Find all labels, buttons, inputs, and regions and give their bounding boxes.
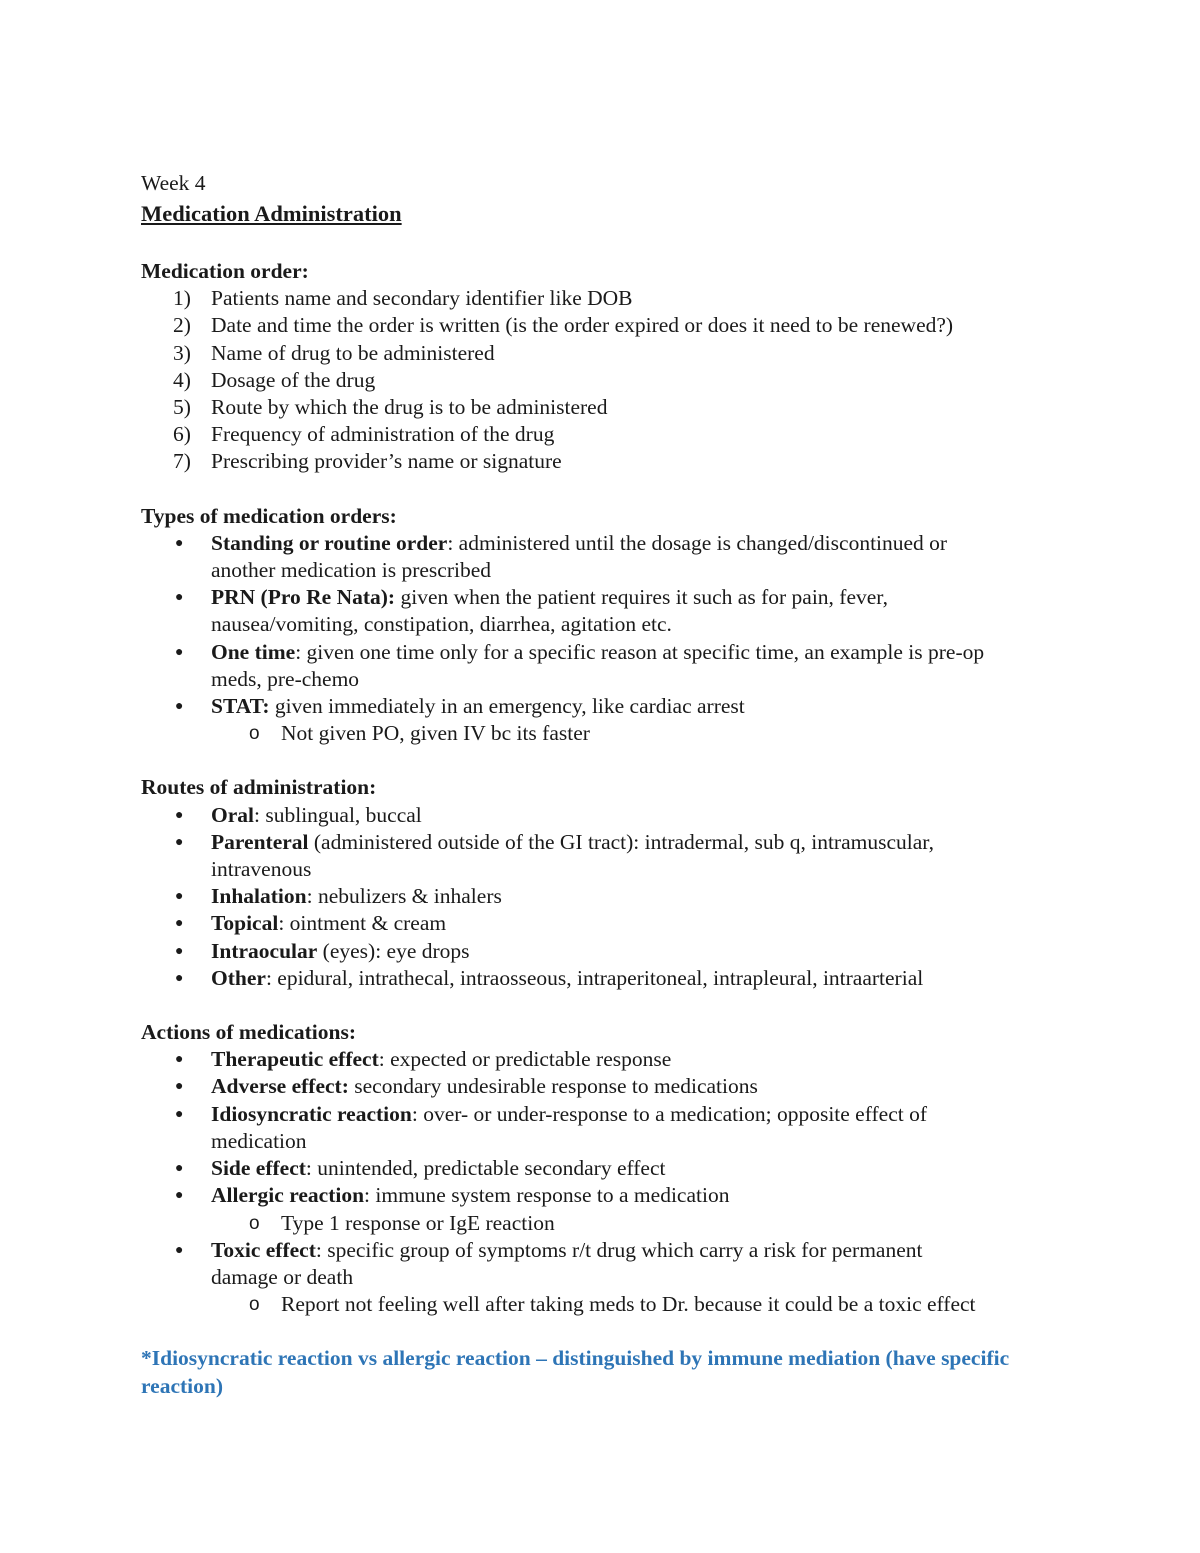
bullet-icon: ● (175, 1242, 184, 1258)
bullet-text: : specific group of symptoms r/t drug which carry a risk for permanent (315, 1237, 923, 1262)
list-number: 7) (173, 449, 191, 474)
bullet-item (141, 530, 1071, 584)
bullet-icon: ● (175, 1079, 184, 1095)
bullet-term: PRN (Pro Re Nata): (211, 585, 396, 610)
bullet-item (141, 829, 1071, 883)
bullet-item (141, 910, 1071, 937)
bullet-text: : over- or under-response to a medication; opposite effect of (411, 1101, 928, 1126)
list-number: 1) (173, 286, 191, 311)
bullet-term: Inhalation (211, 884, 307, 909)
bullet-item (141, 584, 1071, 638)
actions-list (141, 1046, 1071, 1318)
bullet-icon: ● (175, 807, 184, 823)
list-number: 2) (173, 313, 191, 338)
bullet-text: given immediately in an emergency, like cardiac arrest (269, 694, 745, 719)
bullet-line (211, 1182, 1071, 1209)
bullet-term: Therapeutic effect (211, 1047, 379, 1072)
bullet-item (141, 938, 1071, 965)
bullet-text: : nebulizers & inhalers (306, 884, 502, 909)
bullet-continuation: meds, pre-chemo (211, 666, 360, 691)
bullet-line (211, 883, 1071, 910)
list-item-text: Route by which the drug is to be administered (211, 395, 608, 420)
bullet-icon: ● (175, 1052, 184, 1068)
section-heading: Routes of administration: (141, 775, 377, 800)
bullet-term: Idiosyncratic reaction (211, 1101, 412, 1126)
bullet-item (141, 965, 1071, 992)
bullet-text: secondary undesirable response to medications (348, 1074, 758, 1099)
bullet-text: : ointment & cream (278, 911, 447, 936)
list-item-text: Dosage of the drug (211, 367, 376, 392)
bullet-icon: ● (175, 889, 184, 905)
list-item (141, 367, 1071, 394)
bullet-line (211, 1101, 1071, 1128)
bullet-icon: ● (175, 1188, 184, 1204)
bullet-term: Topical (211, 911, 279, 936)
section-routes (141, 774, 1071, 992)
list-number: 6) (173, 422, 191, 447)
bullet-continuation: another medication is prescribed (211, 558, 491, 583)
sub-bullet-text: Report not feeling well after taking meds to Dr. because it could be a toxic effect (281, 1292, 976, 1317)
bullet-term: Adverse effect: (211, 1074, 349, 1099)
list-item-text: Name of drug to be administered (211, 340, 495, 365)
sub-bullet-item (141, 1291, 1071, 1318)
bullet-icon: ● (175, 943, 184, 959)
bullet-item (141, 693, 1071, 720)
bullet-item (141, 1182, 1071, 1209)
list-item (141, 285, 1071, 312)
bullet-term: Side effect (211, 1156, 306, 1181)
bullet-line (211, 1073, 1071, 1100)
bullet-line (211, 1046, 1071, 1073)
bullet-text: : unintended, predictable secondary effect (305, 1156, 666, 1181)
bullet-item (141, 883, 1071, 910)
bullet-term: One time (211, 639, 296, 664)
sub-bullet-item (141, 720, 1071, 747)
bullet-line (211, 1155, 1071, 1182)
routes-list (141, 802, 1071, 992)
bullet-term: Intraocular (211, 938, 318, 963)
list-item (141, 394, 1071, 421)
section-actions (141, 1019, 1071, 1318)
bullet-line (211, 965, 1071, 992)
bullet-continuation: nausea/vomiting, constipation, diarrhea, agitation etc. (211, 612, 672, 637)
bullet-text: : immune system response to a medication (364, 1183, 730, 1208)
sub-bullet-icon: o (249, 723, 260, 745)
bullet-line (211, 530, 1071, 557)
bullet-continuation: damage or death (211, 1264, 354, 1289)
bullet-item (141, 802, 1071, 829)
page-title: Medication Administration (141, 201, 402, 226)
sub-bullet-text: Type 1 response or IgE reaction (281, 1210, 555, 1235)
bullet-item (141, 1101, 1071, 1155)
types-list (141, 530, 1071, 748)
order-list (141, 285, 1071, 475)
list-item (141, 421, 1071, 448)
list-item (141, 340, 1071, 367)
bullet-line (211, 910, 1071, 937)
bullet-line (211, 639, 1071, 666)
section-heading: Actions of medications: (141, 1020, 356, 1045)
list-item (141, 312, 1071, 339)
list-number: 5) (173, 395, 191, 420)
bullet-text: : epidural, intrathecal, intraosseous, intraperitoneal, intrapleural, intraarterial (265, 965, 924, 990)
section-heading: Types of medication orders: (141, 503, 397, 528)
bullet-item (141, 1046, 1071, 1073)
bullet-icon: ● (175, 590, 184, 606)
bullet-term: Allergic reaction (211, 1183, 365, 1208)
list-item-text: Patients name and secondary identifier like DOB (211, 286, 633, 311)
list-item-text: Frequency of administration of the drug (211, 422, 555, 447)
bullet-text: given when the patient requires it such as for pain, fever, (395, 585, 888, 610)
sub-bullet-item (141, 1210, 1071, 1237)
list-number: 4) (173, 367, 191, 392)
bullet-line (211, 802, 1071, 829)
bullet-continuation: medication (211, 1128, 307, 1153)
list-item-text: Date and time the order is written (is the order expired or does it need to be renewed?) (211, 313, 954, 338)
bullet-icon: ● (175, 644, 184, 660)
bullet-line (211, 584, 1071, 611)
sub-bullet-icon: o (249, 1294, 260, 1316)
section-order-types (141, 503, 1071, 748)
bullet-line (211, 1237, 1071, 1264)
sub-bullet-icon: o (249, 1212, 260, 1234)
bullet-item (141, 1155, 1071, 1182)
list-item-text: Prescribing provider’s name or signature (211, 449, 562, 474)
highlighted-note: *Idiosyncratic reaction vs allergic reaction – distinguished by immune mediation (have specific reaction) (141, 1346, 1010, 1398)
bullet-term: STAT: (211, 694, 270, 719)
section-medication-order (141, 258, 1071, 476)
bullet-item (141, 1073, 1071, 1100)
bullet-line (211, 693, 1071, 720)
bullet-term: Other (211, 965, 266, 990)
bullet-text: (eyes): eye drops (317, 938, 470, 963)
bullet-line (211, 829, 1071, 856)
bullet-term: Toxic effect (211, 1237, 316, 1262)
bullet-line (211, 938, 1071, 965)
bullet-text: : expected or predictable response (378, 1047, 672, 1072)
bullet-term: Standing or routine order (211, 530, 448, 555)
list-number: 3) (173, 340, 191, 365)
section-heading: Medication order: (141, 259, 309, 283)
bullet-icon: ● (175, 1161, 184, 1177)
week-label: Week 4 (141, 171, 206, 195)
document-page (141, 169, 1071, 1400)
bullet-item (141, 1237, 1071, 1291)
bullet-term: Oral (211, 802, 254, 827)
sub-bullet-text: Not given PO, given IV bc its faster (281, 721, 590, 746)
bullet-text: (administered outside of the GI tract): intradermal, sub q, intramuscular, (308, 829, 934, 854)
bullet-text: : sublingual, buccal (254, 802, 422, 827)
bullet-item (141, 639, 1071, 693)
bullet-icon: ● (175, 970, 184, 986)
bullet-continuation: intravenous (211, 857, 312, 882)
bullet-icon: ● (175, 699, 184, 715)
bullet-term: Parenteral (211, 829, 309, 854)
bullet-icon: ● (175, 834, 184, 850)
list-item (141, 448, 1071, 475)
bullet-icon: ● (175, 535, 184, 551)
bullet-icon: ● (175, 916, 184, 932)
bullet-icon: ● (175, 1106, 184, 1122)
bullet-text: : administered until the dosage is changed/discontinued or (447, 530, 948, 555)
bullet-text: : given one time only for a specific reason at specific time, an example is pre-op (295, 639, 985, 664)
